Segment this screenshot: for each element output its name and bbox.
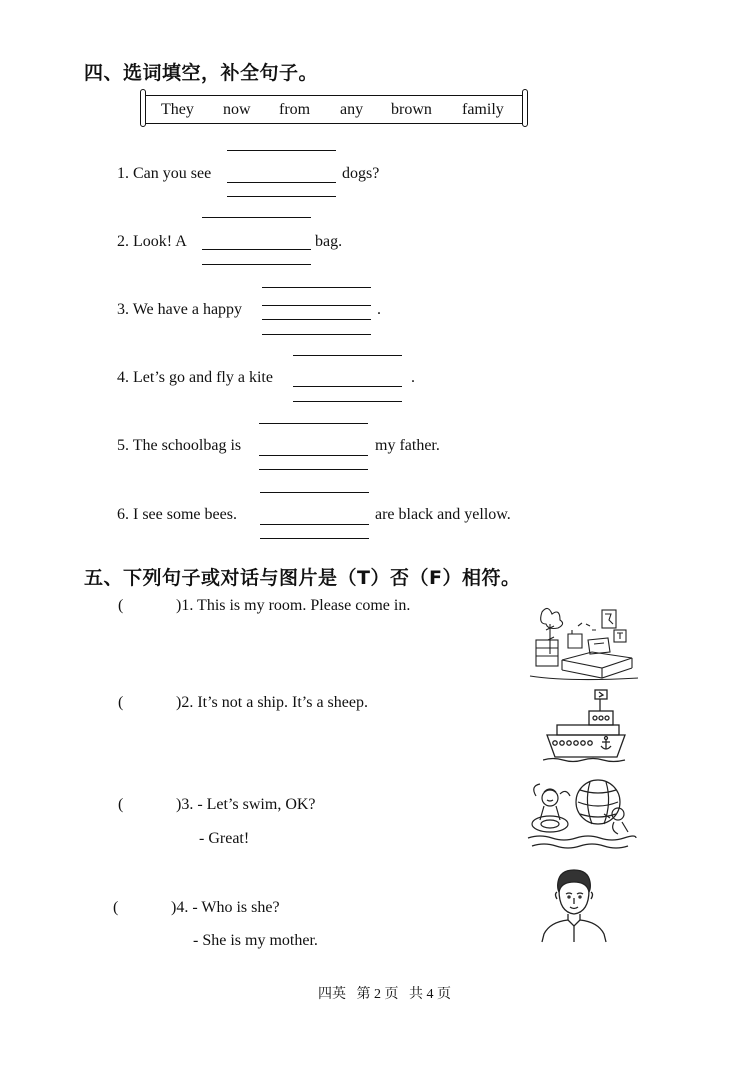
page-footer: 四英 第 2 页 共 4 页 bbox=[318, 987, 451, 1002]
swimming-picture bbox=[526, 776, 638, 854]
answer-line bbox=[227, 196, 336, 197]
fill-item-after: my father. bbox=[375, 437, 440, 454]
answer-line bbox=[259, 423, 368, 424]
judge-item-text: )1. This is my room. Please come in. bbox=[176, 597, 411, 614]
answer-paren-open: ( bbox=[118, 796, 124, 813]
fill-item-after: bag. bbox=[315, 233, 343, 250]
section4-title: 四、选词填空，补全句子。 bbox=[84, 62, 319, 84]
word-bank-word: They bbox=[161, 101, 194, 118]
answer-line bbox=[293, 355, 402, 356]
word-bank-word: any bbox=[340, 101, 364, 118]
fill-item-before: 2. Look! A bbox=[117, 233, 187, 250]
word-bank-word: family bbox=[462, 101, 504, 118]
answer-line bbox=[259, 469, 368, 470]
fill-item-after: are black and yellow. bbox=[375, 506, 511, 523]
ship-picture bbox=[543, 688, 627, 766]
fill-item-before: 6. I see some bees. bbox=[117, 506, 237, 523]
answer-line bbox=[227, 150, 336, 151]
answer-paren-open: ( bbox=[113, 899, 119, 916]
answer-line bbox=[202, 264, 311, 265]
fill-item-after: dogs? bbox=[342, 165, 380, 182]
answer-paren-open: ( bbox=[118, 597, 124, 614]
answer-paren-open: ( bbox=[118, 694, 124, 711]
fill-item-after: . bbox=[411, 369, 415, 386]
fill-item-before: 4. Let’s go and fly a kite bbox=[117, 369, 273, 386]
section5-title: 五、下列句子或对话与图片是（T）否（F）相符。 bbox=[84, 567, 521, 589]
answer-line bbox=[202, 217, 311, 218]
room-picture bbox=[528, 600, 640, 684]
word-bank-word: from bbox=[279, 101, 311, 118]
answer-line bbox=[259, 455, 368, 456]
answer-line bbox=[293, 386, 402, 387]
answer-line bbox=[262, 305, 371, 306]
answer-line bbox=[260, 492, 369, 493]
answer-line bbox=[262, 334, 371, 335]
word-bank-word: brown bbox=[391, 101, 432, 118]
judge-item-reply: - Great! bbox=[199, 830, 250, 847]
judge-item-text: )3. - Let’s swim, OK? bbox=[176, 796, 316, 813]
judge-item-text: )4. - Who is she? bbox=[171, 899, 280, 916]
answer-line bbox=[262, 287, 371, 288]
fill-item-before: 5. The schoolbag is bbox=[117, 437, 242, 454]
word-bank-scroll bbox=[140, 89, 528, 129]
fill-item-after: . bbox=[377, 301, 381, 318]
man-portrait-picture bbox=[540, 868, 608, 944]
answer-line bbox=[262, 319, 371, 320]
answer-line bbox=[202, 249, 311, 250]
judge-item-text: )2. It’s not a ship. It’s a sheep. bbox=[176, 694, 368, 711]
scroll-roll-right bbox=[522, 89, 528, 127]
answer-line bbox=[227, 182, 336, 183]
answer-line bbox=[260, 524, 369, 525]
answer-line bbox=[293, 401, 402, 402]
fill-item-before: 3. We have a happy bbox=[117, 301, 243, 318]
judge-item-reply: - She is my mother. bbox=[193, 932, 318, 949]
word-bank-word: now bbox=[223, 101, 251, 118]
fill-item-before: 1. Can you see bbox=[117, 165, 212, 182]
answer-line bbox=[260, 538, 369, 539]
scroll-roll-left bbox=[140, 89, 146, 127]
